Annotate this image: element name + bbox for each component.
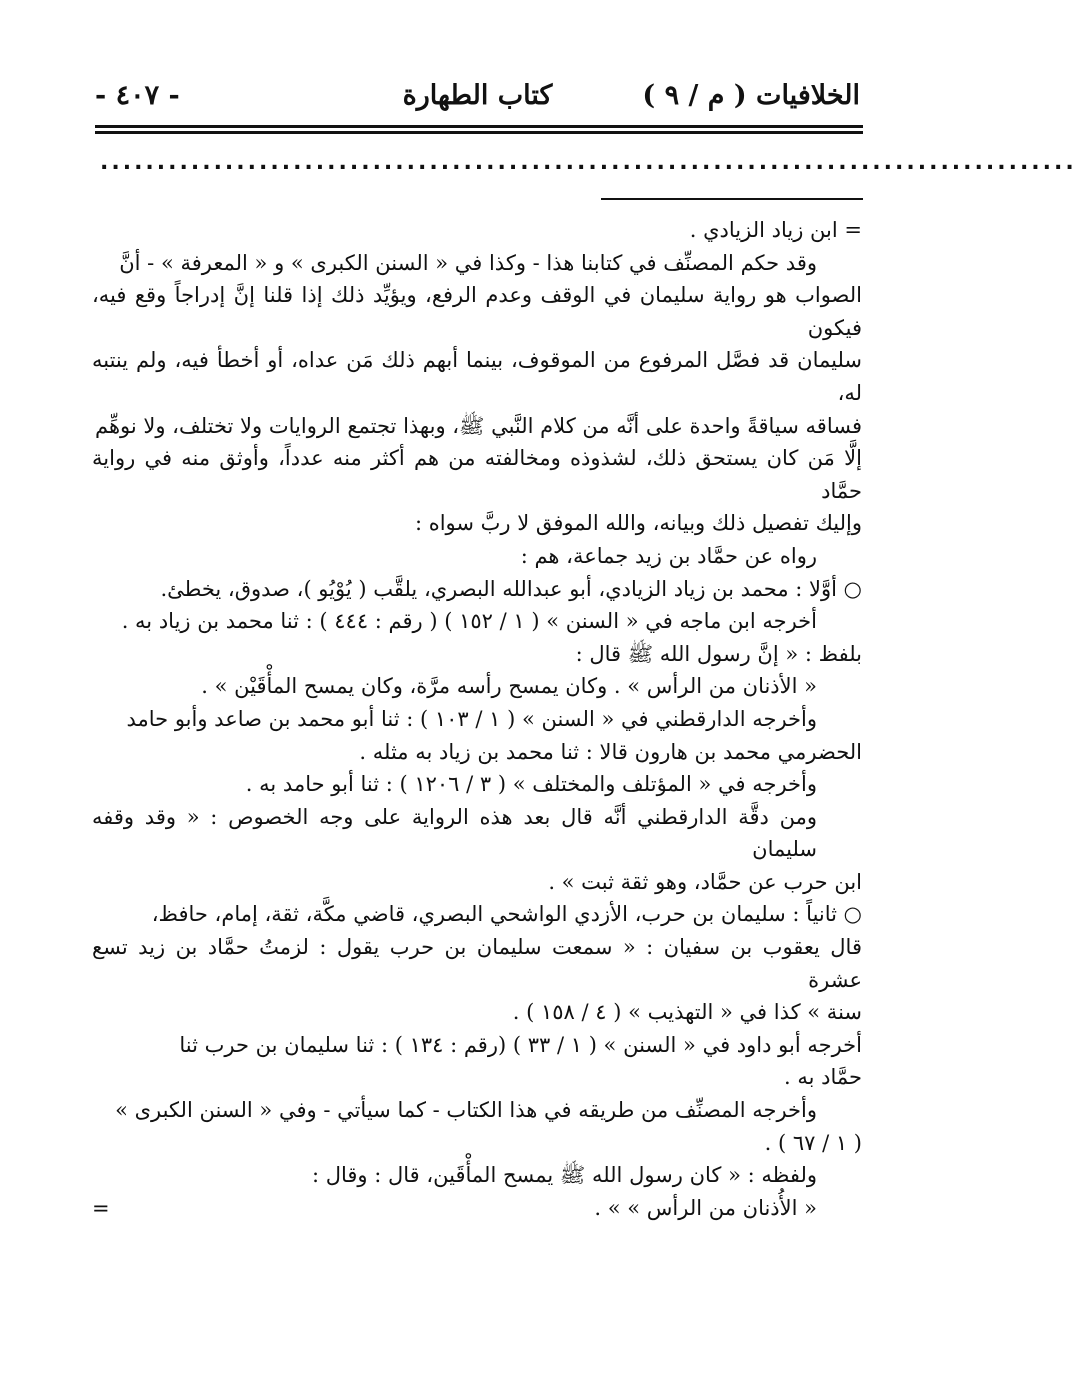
text-line: الحضرمي محمد بن هارون قالا : ثنا محمد بن زياد به مثله .	[359, 739, 862, 764]
text-line: حمَّاد به .	[783, 1065, 862, 1090]
text-line: إلَّا مَن كان يستحق ذلك، لشذوذه ومخالفته من هم أكثر منه عدداً، وأوثق منه في رواية حمَّاد	[92, 446, 862, 503]
text-line: قال يعقوب بن سفيان : « سمعت سليمان بن حرب يقول : لزمتُ حمَّاد بن زيد تسع عشرة	[92, 935, 862, 992]
chapter-title: كتاب الطهارة	[402, 79, 553, 111]
text-line: ابن حرب عن حمَّاد، وهو ثقة ثبت » .	[548, 869, 862, 894]
text-line: وأخرجه في « المؤتلف والمختلف » ( ٣ / ١٢٠٦ ) : ثنا أبو حامد به .	[245, 772, 817, 797]
text-line: وأخرجه المصنِّف من طريقه في هذا الكتاب - كما سيأتي - وفي « السنن الكبرى »	[115, 1098, 817, 1123]
text-line: أخرجه ابن ماجه في « السنن » ( ١ / ١٥٢ ) ( رقم : ٤٤٤ ) : ثنا محمد بن زياد به .	[121, 609, 817, 634]
text-line: رواه عن حمَّاد بن زيد جماعة، هم :	[520, 543, 817, 568]
text-line: سليمان قد فصَّل المرفوع من الموقوف، بينما أبهم ذلك مَن عداه، أو أخطأ فيه، ولم ينتبه له،	[92, 348, 862, 405]
text-line: ○ ثانياً : سليمان بن حرب، الأزدي الواشحي البصري، قاضي مكَّة، ثقة، إمام، حافظ،	[151, 902, 862, 927]
text-line: « الأُذنان من الرأس » » .	[594, 1195, 817, 1220]
header-rule-top	[95, 125, 863, 128]
footnote-rule	[601, 198, 863, 200]
dotted-separator: ......................................................................................	[100, 150, 1077, 175]
text-line: ( ١ / ٦٧ ) .	[764, 1130, 862, 1155]
text-line: بلفظ : « إنَّ رسول الله ﷺ قال :	[575, 641, 862, 666]
page-number: - ٤٠٧ -	[95, 79, 180, 111]
footnote-body	[92, 214, 862, 1224]
text-line: ولفظه : « كان رسول الله ﷺ يمسح المأْقَين، قال : وقال :	[311, 1163, 817, 1188]
text-line: « الأذنان من الرأس » . وكان يمسح رأسه مرَّة، وكان يمسح المأْقَيْن » .	[201, 674, 817, 699]
running-title: الخلافيات ( م / ٩ )	[642, 79, 860, 111]
text-line: وقد حكم المصنِّف في كتابنا هذا - وكذا في « السنن الكبرى » و « المعرفة » - أنَّ	[119, 250, 817, 275]
text-line: سنة » كذا في « التهذيب » ( ٤ / ١٥٨ ) .	[512, 1000, 862, 1025]
text-line: = ابن زياد الزيادي .	[689, 218, 862, 242]
text-line: ○ أوَّلا : محمد بن زياد الزيادي، أبو عبدالله البصري، يلقَّب ( يُوْيُو )، صدوق، يخطئ.	[160, 576, 862, 601]
text-line: أخرجه أبو داود في « السنن » ( ١ / ٣٣ ) (رقم : ١٣٤ ) : ثنا سليمان بن حرب ثنا	[179, 1032, 862, 1057]
text-line: وأخرجه الدارقطني في « السنن » ( ١ / ١٠٣ ) : ثنا أبو محمد بن صاعد وأبو حامد	[126, 706, 817, 731]
text-line: ومن دقَّة الدارقطني أنَّه قال بعد هذه الرواية على وجه الخصوص : « وقد وقفه سليمان	[92, 804, 817, 862]
header-rule-bottom	[95, 131, 863, 134]
text-line: فساقه سياقةً واحدة على أنَّه من كلام النَّبي ﷺ، وبهذا تجتمع الروايات ولا تختلف، ولا نوهِّم	[94, 413, 862, 438]
text-line: وإليك تفصيل ذلك وبيانه، والله الموفق لا ربَّ سواه :	[414, 511, 862, 536]
page-header	[95, 70, 860, 120]
continuation-mark: =	[92, 1195, 110, 1220]
text-line-row	[92, 1192, 862, 1225]
text-line: الصواب هو رواية سليمان في الوقف وعدم الرفع، ويؤيِّد ذلك إذا قلنا إنَّ إدراجاً وقع فيه، فيكون	[92, 283, 862, 340]
